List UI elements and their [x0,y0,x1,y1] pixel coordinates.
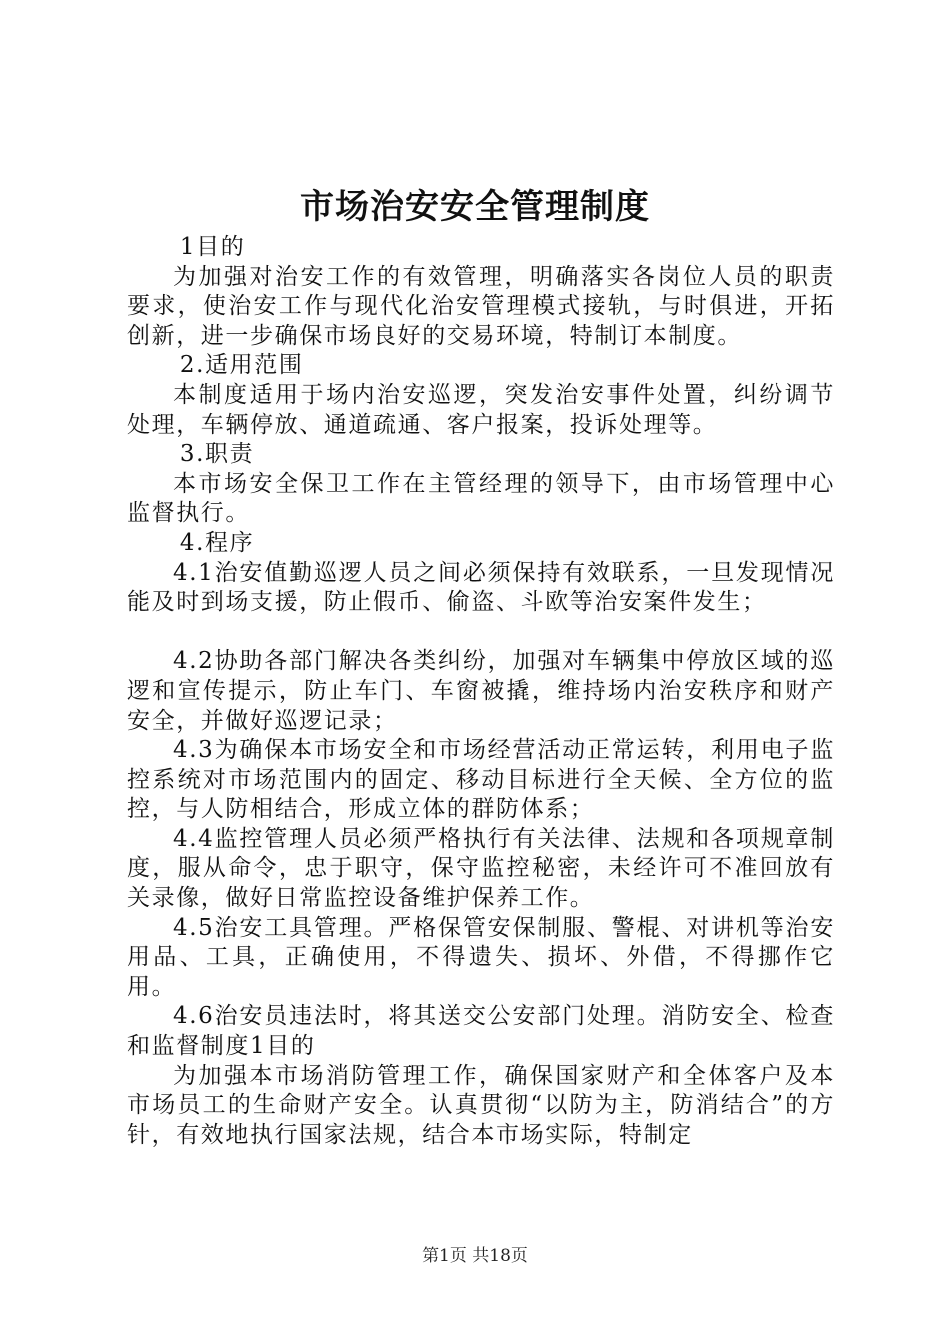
paragraph-procedure-4-2: 4.2协助各部门解决各类纠纷，加强对车辆集中停放区域的巡逻和宣传提示，防止车门、车窗被撬，维持场内治安秩序和财产安全，并做好巡逻记录； [127,648,835,734]
paragraph-procedure-4-5: 4.5治安工具管理。严格保管安保制服、警棍、对讲机等治安用品、工具，正确使用，不得遗失、损坏、外借，不得挪作它用。 [127,914,835,1000]
paragraph-procedure-4-1: 4.1治安值勤巡逻人员之间必须保持有效联系，一旦发现情况能及时到场支援，防止假币、偷盗、斗欧等治安案件发生； [127,559,835,616]
section-heading-purpose: 1目的 [179,234,246,260]
paragraph-purpose: 为加强对治安工作的有效管理，明确落实各岗位人员的职责要求，使治安工作与现代化治安管理模式接轨，与时俱进，开拓创新，进一步确保市场良好的交易环境，特制订本制度。 [127,263,835,349]
section-heading-procedure: 4.程序 [179,529,255,556]
paragraph-fire-safety: 为加强本市场消防管理工作，确保国家财产和全体客户及本市场员工的生命财产安全。认真贯彻“以防为主，防消结合”的方针，有效地执行国家法规，结合本市场实际，特制定 [127,1062,835,1148]
paragraph-procedure-4-3: 4.3为确保本市场安全和市场经营活动正常运转，利用电子监控系统对市场范围内的固定、移动目标进行全天候、全方位的监控，与人防相结合，形成立体的群防体系； [127,737,835,823]
paragraph-procedure-4-4: 4.4监控管理人员必须严格执行有关法律、法规和各项规章制度，服从命令，忠于职守，保守监控秘密，未经许可不准回放有关录像，做好日常监控设备维护保养工作。 [127,825,835,912]
paragraph-scope: 本制度适用于场内治安巡逻，突发治安事件处置，纠纷调节处理，车辆停放、通道疏通、客户报案，投诉处理等。 [127,381,835,438]
document-body [127,233,835,1150]
paragraph-duties: 本市场安全保卫工作在主管经理的领导下，由市场管理中心监督执行。 [127,470,835,527]
document-title: 市场治安安全管理制度 [300,187,650,227]
section-heading-scope: 2.适用范围 [179,352,304,379]
page-footer: 第1页 共18页 [422,1246,528,1266]
paragraph-procedure-4-6: 4.6治安员违法时，将其送交公安部门处理。消防安全、检查和监督制度1目的 [127,1003,835,1060]
section-heading-duties: 3.职责 [179,441,255,468]
